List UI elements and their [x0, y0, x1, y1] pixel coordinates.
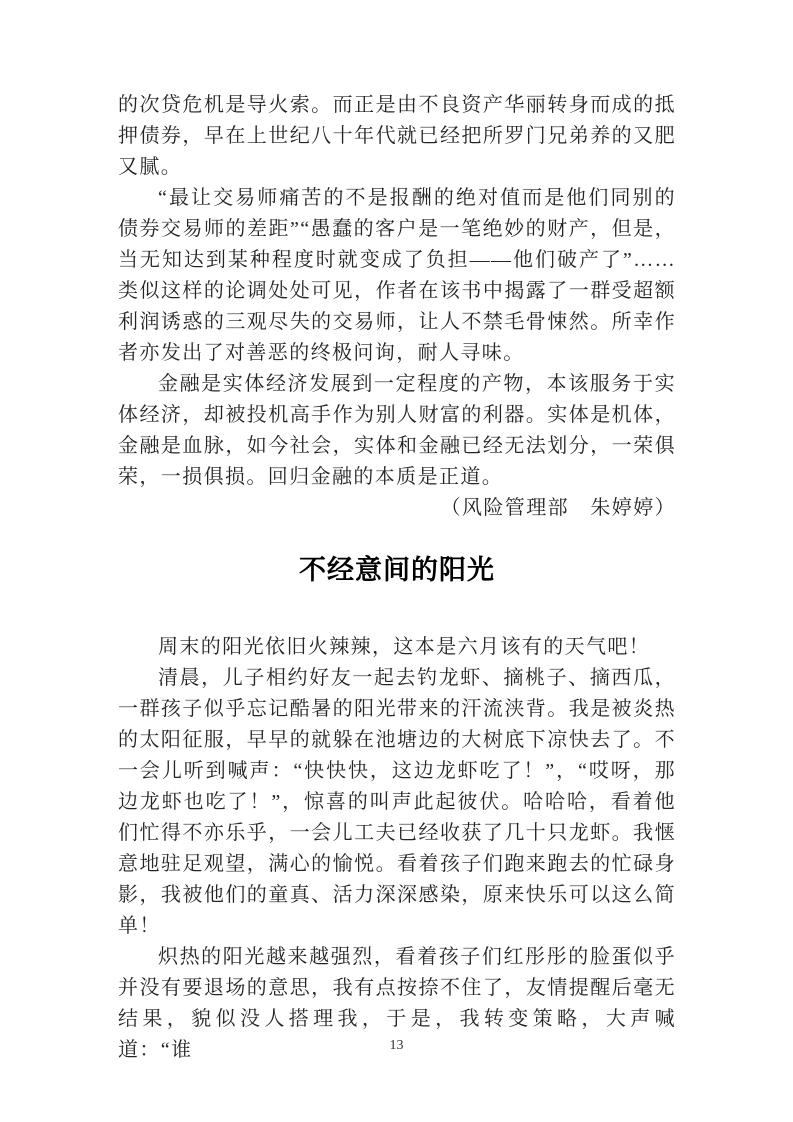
article-1-paragraph-3: 金融是实体经济发展到一定程度的产物，本该服务于实体经济，却被投机高手作为别人财富的利器。实体是机体，金融是血脉，如今社会，实体和金融已经无法划分，一荣俱荣，一损俱损。回归金融的本质是正道。 — [118, 373, 676, 488]
article-2 — [118, 550, 676, 1066]
article-2-paragraph-2: 清晨，儿子相约好友一起去钓龙虾、摘桃子、摘西瓜，一群孩子似乎忘记酷暑的阳光带来的汗流浃背。我是被炎热的太阳征服，早早的就躲在池塘边的大树底下凉快去了。不一会儿听到喊声：“快快快，这边龙虾吃了！”，“哎呀，那边龙虾也吃了！”，惊喜的叫声此起彼伏。哈哈哈，看着他们忙得不亦乐乎，一会儿工夫已经收获了几十只龙虾。我惬意地驻足观望，满心的愉悦。看着孩子们跑来跑去的忙碌身影，我被他们的童真、活力深深感染，原来快乐可以这么简单！ — [118, 667, 676, 937]
page-content — [118, 90, 676, 1066]
article-2-title: 不经意间的阳光 — [299, 555, 495, 585]
article-1-paragraph-1: 的次贷危机是导火索。而正是由不良资产华丽转身而成的抵押债券，早在上世纪八十年代就已经把所罗门兄弟养的又肥又腻。 — [118, 94, 676, 178]
article-2-paragraph-3: 炽热的阳光越来越强烈，看着孩子们红彤彤的脸蛋似乎并没有要退场的意思，我有点按捺不住了，友情提醒后毫无结果，貌似没人搭理我，于是，我转变策略，大声喊道：“谁 — [118, 946, 676, 1061]
article-1 — [118, 90, 676, 524]
article-1-attribution: （风险管理部 朱婷婷） — [440, 497, 676, 519]
page-number: 13 — [389, 1038, 404, 1053]
article-2-paragraph-1: 周末的阳光依旧火辣辣，这本是六月该有的天气吧！ — [158, 636, 651, 658]
article-1-paragraph-2: “最让交易师痛苦的不是报酬的绝对值而是他们同别的债券交易师的差距”“愚蠢的客户是一笔绝妙的财产，但是，当无知达到某种程度时就变成了负担——他们破产了”……类似这样的论调处处可见，作者在该书中揭露了一群受超额利润诱惑的三观尽失的交易师，让人不禁毛骨悚然。所幸作者亦发出了对善恶的终极问询，耐人寻味。 — [118, 187, 676, 364]
